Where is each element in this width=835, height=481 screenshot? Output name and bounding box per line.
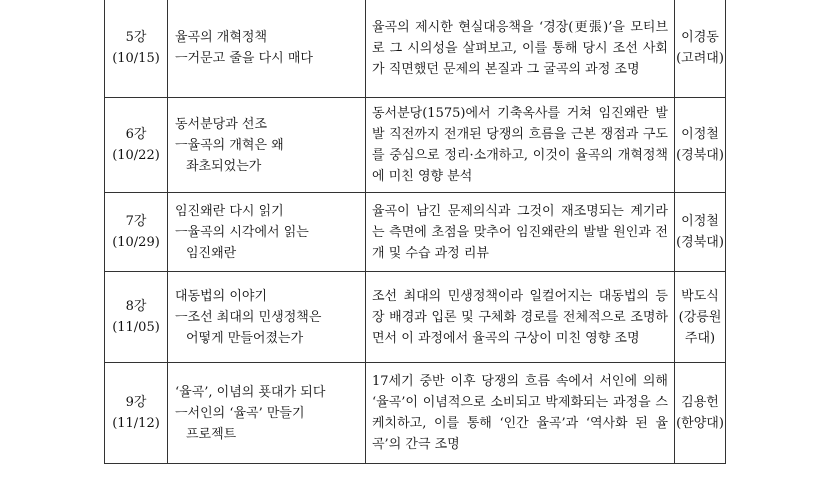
lecture-title: 동서분당과 선조 [175,116,268,132]
table-row [105,272,726,363]
session-number: 7강 [125,214,147,229]
session-number: 6강 [125,127,147,142]
table-row [105,363,726,464]
lecturer-cell [675,193,726,272]
table-row [105,193,726,272]
lecture-subtitle-line: 좌초되었는가 [186,158,262,174]
session-date: (11/05) [112,320,160,335]
lecturer-name: 박도식 [681,288,719,304]
lecturer-name: 이정철 [681,214,719,229]
session-date: (11/12) [112,416,160,431]
title-cell [168,193,366,272]
session-cell [105,272,168,363]
description-cell: 17세기 중반 이후 당쟁의 흐름 속에서 서인에 의해 ‘율곡’이 이념적으로 소비되고 박제화되는 과정을 스케치하고, 이를 통해 ‘인간 율곡’과 ‘역사화 된 율곡’의 간극 조명 [366,363,675,464]
lecturer-cell [675,363,726,464]
lecturer-affiliation: (강릉원주대) [678,309,722,346]
session-number: 8강 [125,299,147,314]
session-cell [105,0,168,98]
session-date: (10/22) [112,148,160,163]
lecture-title: 임진왜란 다시 읽기 [175,203,284,219]
lecturer-name: 이정철 [681,127,719,142]
lecturer-name: 김용헌 [681,395,719,410]
session-date: (10/15) [112,51,160,66]
lecture-subtitle-line: ㅡ조선 최대의 민생정책은 [175,309,322,325]
lecturer-affiliation: (고려대) [676,51,724,66]
lecturer-cell [675,0,726,98]
lecture-title: 대동법의 이야기 [175,288,268,304]
session-cell [105,193,168,272]
title-cell [168,363,366,464]
session-number: 9강 [125,395,147,410]
lecturer-affiliation: (경북대) [676,148,724,163]
lecture-subtitle-line: 어떻게 만들어졌는가 [186,330,304,346]
lecture-schedule-table [104,0,726,464]
title-cell [168,0,366,98]
lecturer-cell [675,98,726,193]
description-cell: 동서분당(1575)에서 기축옥사를 거쳐 임진왜란 발발 직전까지 전개된 당쟁의 흐름을 근본 쟁점과 구도를 중심으로 정리·소개하고, 이것이 율곡의 개혁정책에 미친 영향 분석 [366,98,675,193]
session-date: (10/29) [112,235,160,250]
session-cell [105,363,168,464]
table-row [105,0,726,98]
session-cell [105,98,168,193]
lecture-subtitle-line: ㅡ율곡의 시각에서 읽는 [175,224,309,240]
description-cell: 조선 최대의 민생정책이라 일컬어지는 대동법의 등장 배경과 입론 및 구체화 경로를 전체적으로 조명하면서 이 과정에서 율곡의 구상이 미친 영향 조명 [366,272,675,363]
lecture-subtitle-line: ㅡ서인의 ‘율곡’ 만들기 [175,405,305,421]
lecturer-affiliation: (한양대) [676,416,724,431]
lecturer-name: 이경동 [681,30,719,45]
title-cell [168,98,366,193]
title-cell [168,272,366,363]
table-row [105,98,726,193]
lecturer-cell [675,272,726,363]
lecture-subtitle-line: ㅡ거문고 줄을 다시 매다 [175,51,313,66]
description-cell: 율곡이 남긴 문제의식과 그것이 재조명되는 계기라는 측면에 초점을 맞추어 임진왜란의 발발 원인과 전개 및 수습 과정 리뷰 [366,193,675,272]
lecturer-affiliation: (경북대) [676,235,724,250]
session-number: 5강 [125,30,147,45]
lecture-subtitle-line: ㅡ율곡의 개혁은 왜 [175,137,284,153]
lecture-subtitle-line: 프로젝트 [186,426,237,442]
lecture-title: 율곡의 개혁정책 [175,30,268,45]
lecture-title: ‘율곡’, 이념의 푯대가 되다 [175,384,326,400]
lecture-subtitle-line: 임진왜란 [186,245,237,261]
description-cell: 율곡의 제시한 현실대응책을 ‘경장(更張)’을 모티브로 그 시의성을 살펴보고, 이를 통해 당시 조선 사회가 직면했던 문제의 본질과 그 굴곡의 과정 조명 [366,0,675,98]
